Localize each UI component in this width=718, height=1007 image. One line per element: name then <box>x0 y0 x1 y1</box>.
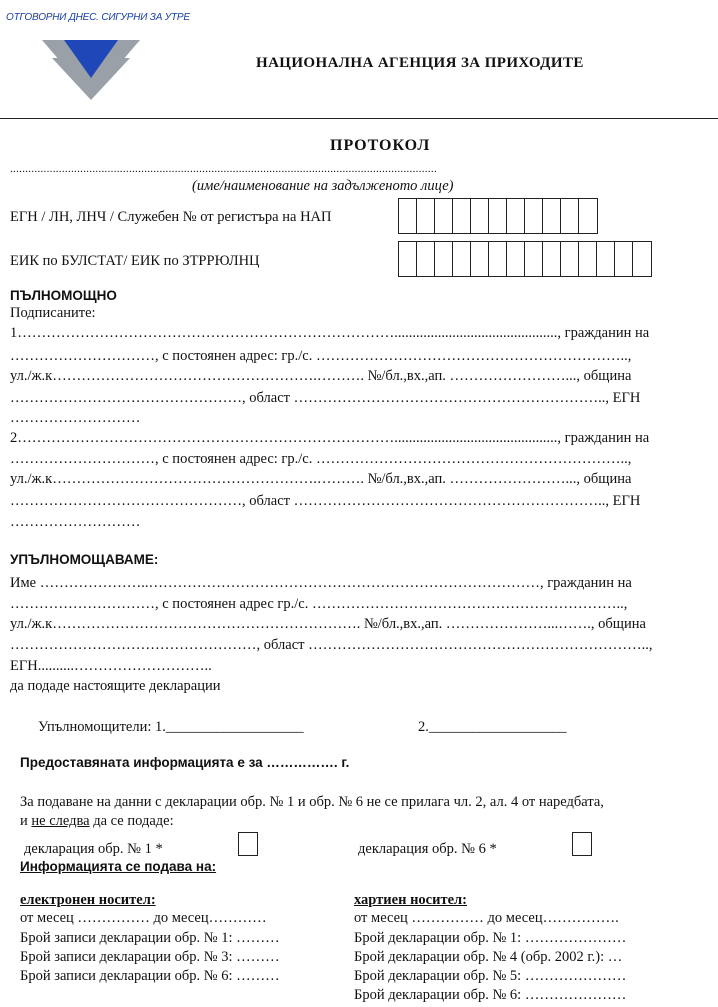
signers-line: Упълномощители: 1.___________________ <box>38 719 304 735</box>
person-2-line: ул./ж.к……………………………………………….………. №/бл.,вх.,ап. ……………………..., община <box>10 471 632 487</box>
note-line-1: За подаване на данни с декларации обр. № 1 и обр. № 6 не се прилага чл. 2, ал. 4 от наредбата, <box>20 794 604 810</box>
authorized-line: да подаде настоящите декларации <box>10 678 221 694</box>
name-caption: (име/наименование на задълженото лице) <box>192 178 454 194</box>
authorized-line: ул./ж.к………………………………………………………. №/бл.,вх.,ап. …………………...……., община <box>10 616 646 632</box>
person-2-line: ……………………… <box>10 514 141 530</box>
authorized-line: Име …………………..………………………………………………………………………, гражданин на <box>10 575 632 591</box>
poa-heading: ПЪЛНОМОЩНО <box>10 288 117 303</box>
provided-period: Предоставяната информацията е за ……………. г. <box>20 755 350 770</box>
submitted-on-heading: Информацията се подава на: <box>20 859 217 874</box>
person-2-line: 2……………………………………………………………………............................................., гражданин на <box>10 430 650 446</box>
signer-2-line: 2.___________________ <box>418 719 567 735</box>
person-1-line: 1……………………………………………………………………............................................., гражданин на <box>10 325 650 341</box>
authorized-line: …………………………, с постоянен адрес гр./с. ……………………………………………………….., <box>10 596 628 612</box>
nap-logo-icon <box>42 38 140 102</box>
person-1-line: …………………………, с постоянен адрес: гр./с. ……………………………………………………….., <box>10 348 632 364</box>
note-and: и <box>20 813 32 829</box>
egn-boxes[interactable] <box>398 198 598 234</box>
decl-1-label: декларация обр. № 1 * <box>24 841 163 857</box>
person-2-line: …………………………, с постоянен адрес: гр./с. ……………………………………………………….., <box>10 451 632 467</box>
authorized-line: ……………………………………………, област …………………………………………………………….., <box>10 637 653 653</box>
electronic-line: Брой записи декларации обр. № 1: ……… <box>20 930 280 946</box>
electronic-line: Брой записи декларации обр. № 3: ……… <box>20 949 280 965</box>
authorized-line: ЕГН..........……………………….. <box>10 658 212 674</box>
decl-1-checkbox[interactable] <box>238 832 258 856</box>
decl-6-label: декларация обр. № 6 * <box>358 841 497 857</box>
agency-name: НАЦИОНАЛНА АГЕНЦИЯ ЗА ПРИХОДИТЕ <box>256 55 584 71</box>
paper-line: Брой декларации обр. № 1: ………………… <box>354 930 627 946</box>
poa-signed: Подписаните: <box>10 305 96 321</box>
person-1-line: ……………………… <box>10 410 141 426</box>
paper-heading: хартиен носител: <box>354 892 467 908</box>
note-line-2 <box>20 812 174 830</box>
header-divider <box>0 118 718 119</box>
note-rest: да се подаде: <box>89 813 174 829</box>
page-title: ПРОТОКОЛ <box>330 137 431 154</box>
eik-label: ЕИК по БУЛСТАТ/ ЕИК по ЗТРРЮЛНЦ <box>10 253 260 269</box>
electronic-line: Брой записи декларации обр. № 6: ……… <box>20 968 280 984</box>
name-dots: ............................................................................................................................................ <box>10 163 437 175</box>
eik-boxes[interactable] <box>398 241 652 277</box>
electronic-heading: електронен носител: <box>20 892 156 908</box>
slogan: ОТГОВОРНИ ДНЕС. СИГУРНИ ЗА УТРЕ <box>6 12 190 23</box>
authorize-heading: УПЪЛНОМОЩАВАМЕ: <box>10 552 159 567</box>
person-1-line: ул./ж.к……………………………………………….………. №/бл.,вх.,ап. ……………………..., община <box>10 368 632 384</box>
paper-line: Брой декларации обр. № 6: ………………… <box>354 987 627 1003</box>
paper-line: от месец …………… до месец……………. <box>354 910 619 926</box>
person-1-line: …………………………………………, област ……………………………………………………….., ЕГН <box>10 390 641 406</box>
electronic-line: от месец …………… до месец………… <box>20 910 267 926</box>
egn-label: ЕГН / ЛН, ЛНЧ / Служебен № от регистъра на НАП <box>10 209 332 225</box>
note-not-required: не следва <box>31 813 90 829</box>
paper-line: Брой декларации обр. № 5: ………………… <box>354 968 627 984</box>
person-2-line: …………………………………………, област ……………………………………………………….., ЕГН <box>10 493 641 509</box>
decl-6-checkbox[interactable] <box>572 832 592 856</box>
paper-line: Брой декларации обр. № 4 (обр. 2002 г.): … <box>354 949 623 965</box>
